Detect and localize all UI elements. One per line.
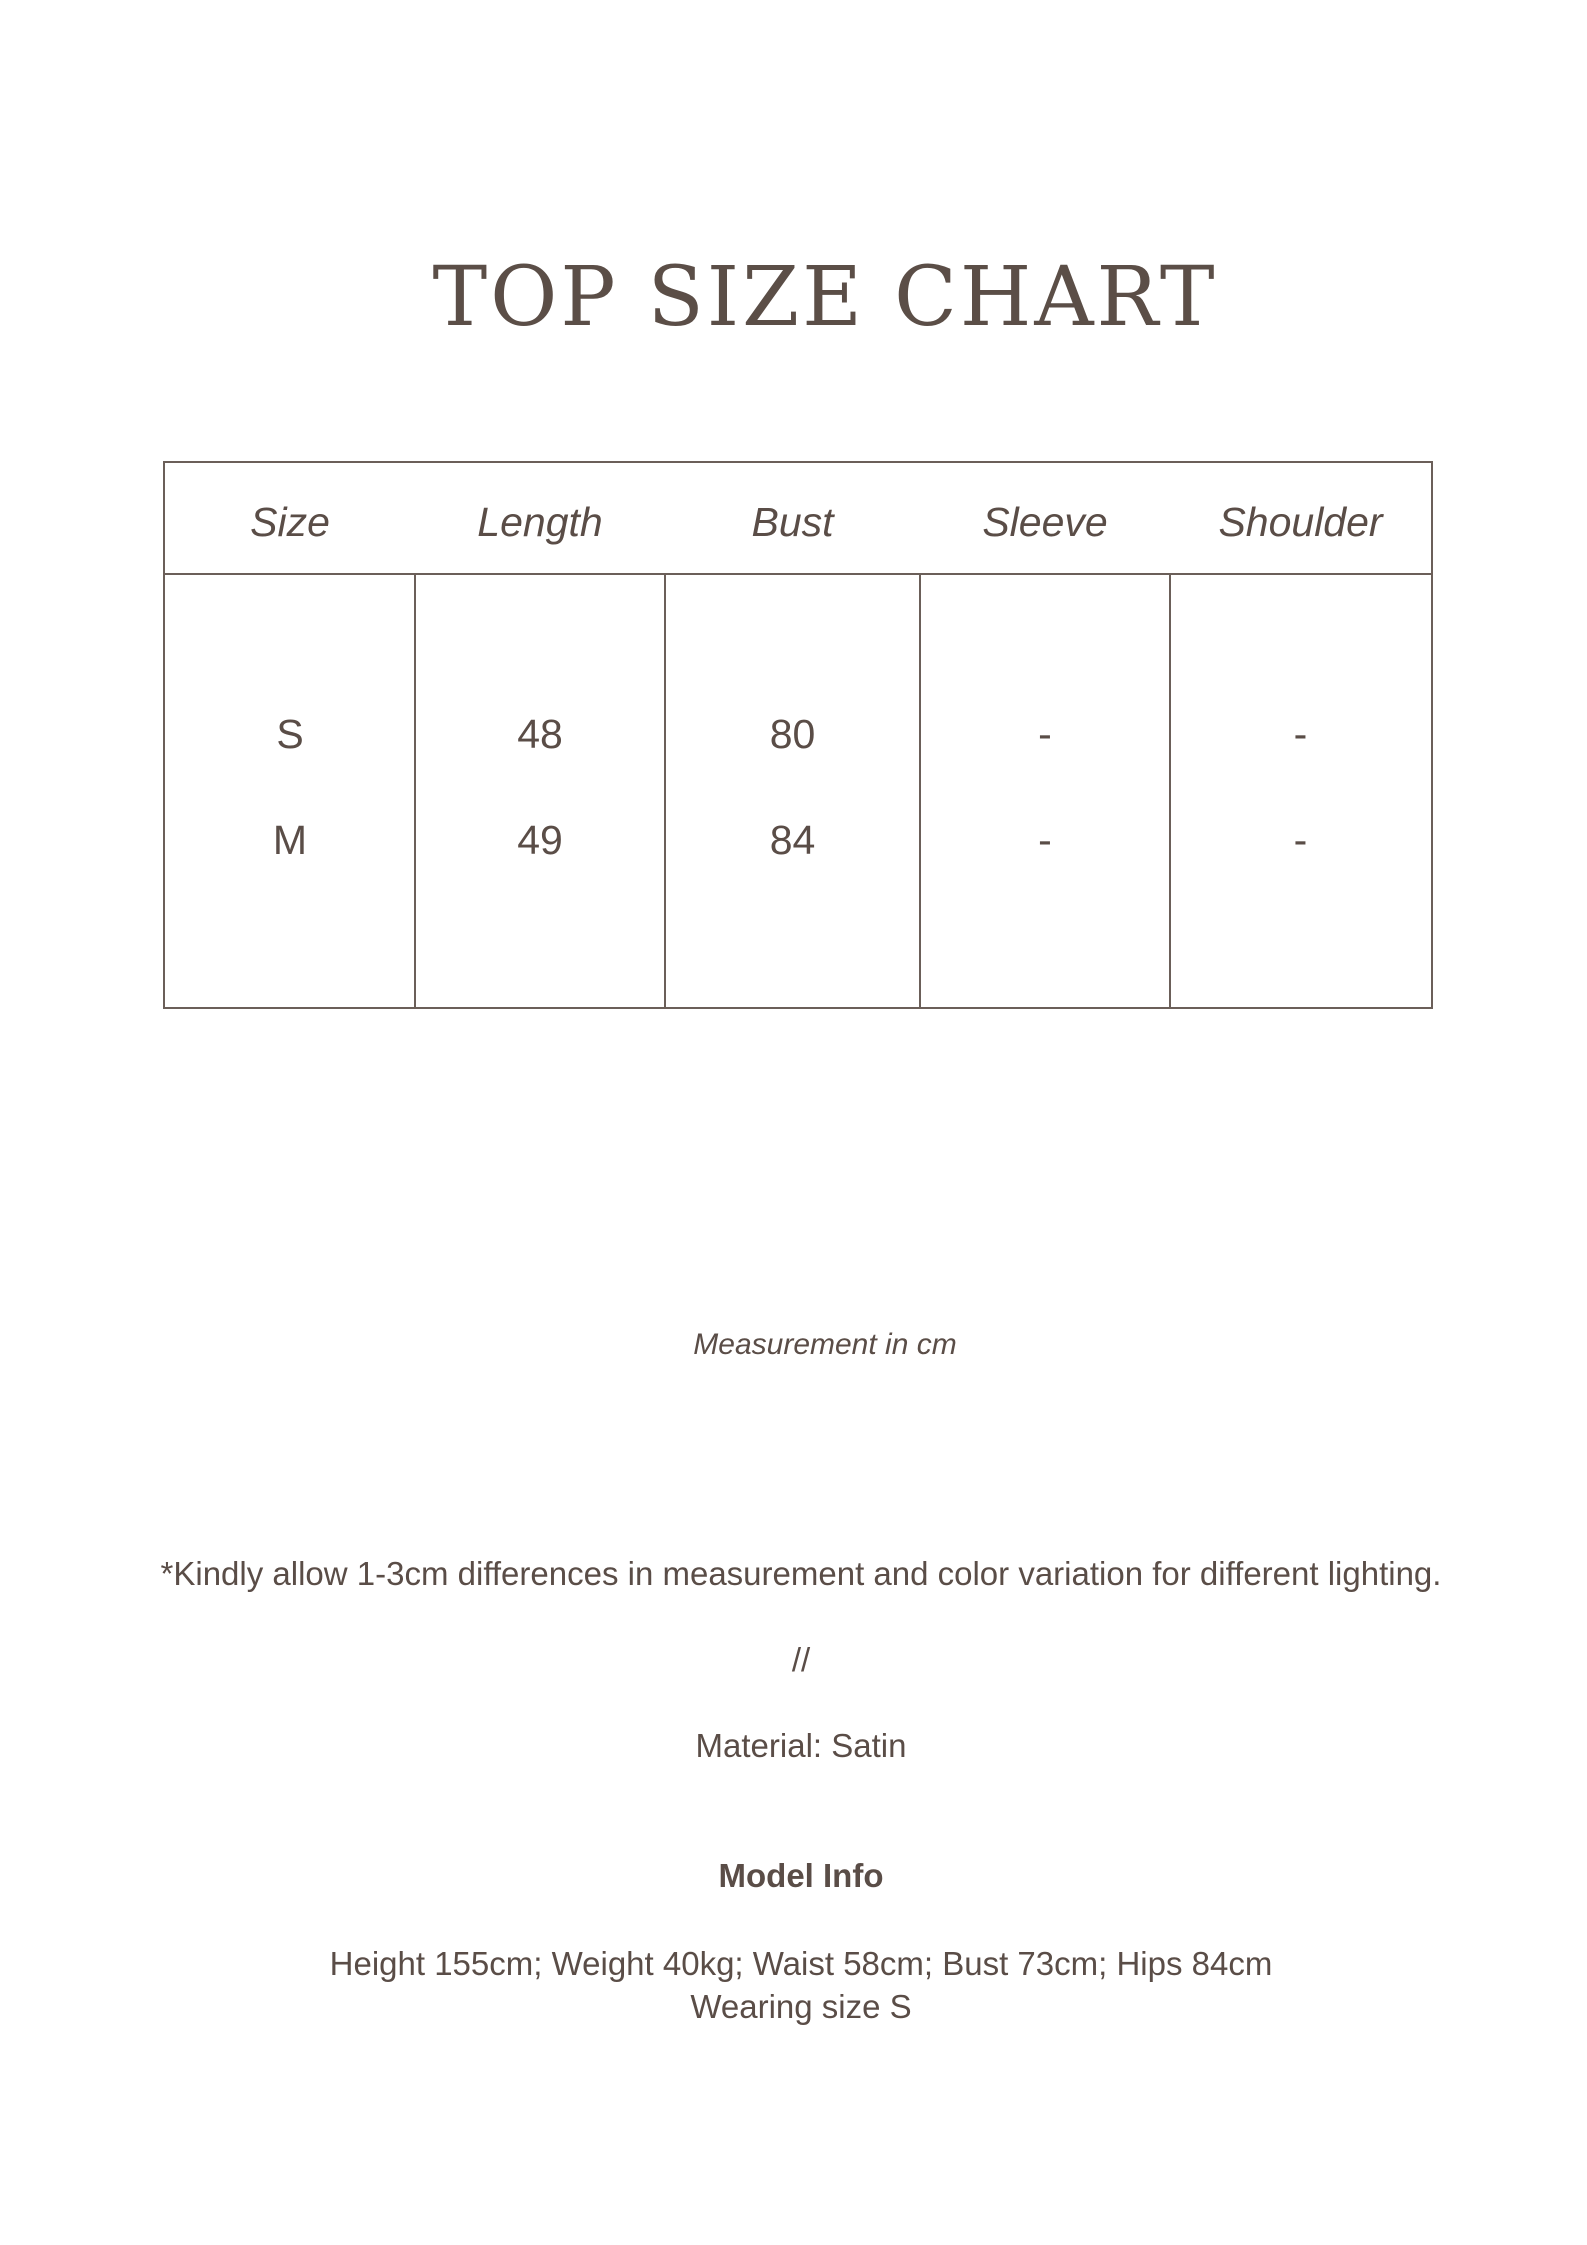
table-cell-length: 49 [517,817,563,863]
table-cell-shoulder: - [1293,711,1308,757]
table-cell-bust: 84 [769,817,816,863]
column-divider [1169,575,1171,1007]
model-measurements: Height 155cm; Weight 40kg; Waist 58cm; Bust 73cm; Hips 84cm [329,1945,1273,1982]
header-size: Size [250,499,330,545]
header-length: Length [477,499,603,545]
table-cell-sleeve: - [1038,711,1052,757]
unit-note: Measurement in cm [693,1328,957,1361]
column-divider [414,575,416,1007]
table-cell-sleeve: - [1038,817,1052,863]
table-cell-size: M [272,817,308,863]
separator-text: // [791,1641,811,1678]
table-cell-bust: 80 [769,711,816,757]
table-cell-size: S [276,711,304,757]
disclaimer-text: *Kindly allow 1-3cm differences in measurement and color variation for different lighting. [160,1555,1442,1592]
header-bust: Bust [751,499,834,545]
page-title: TOP SIZE CHART [432,250,1218,345]
model-wearing-size: Wearing size S [690,1988,912,2025]
material-text: Material: Satin [695,1727,907,1764]
size-chart-table [163,461,1433,1009]
header-sleeve: Sleeve [982,499,1108,545]
header-shoulder: Shoulder [1218,499,1383,545]
table-cell-length: 48 [517,711,563,757]
table-cell-shoulder: - [1293,817,1308,863]
column-divider [664,575,666,1007]
model-info-heading: Model Info [718,1857,884,1894]
column-divider [919,575,921,1007]
table-header-row [165,463,1431,575]
